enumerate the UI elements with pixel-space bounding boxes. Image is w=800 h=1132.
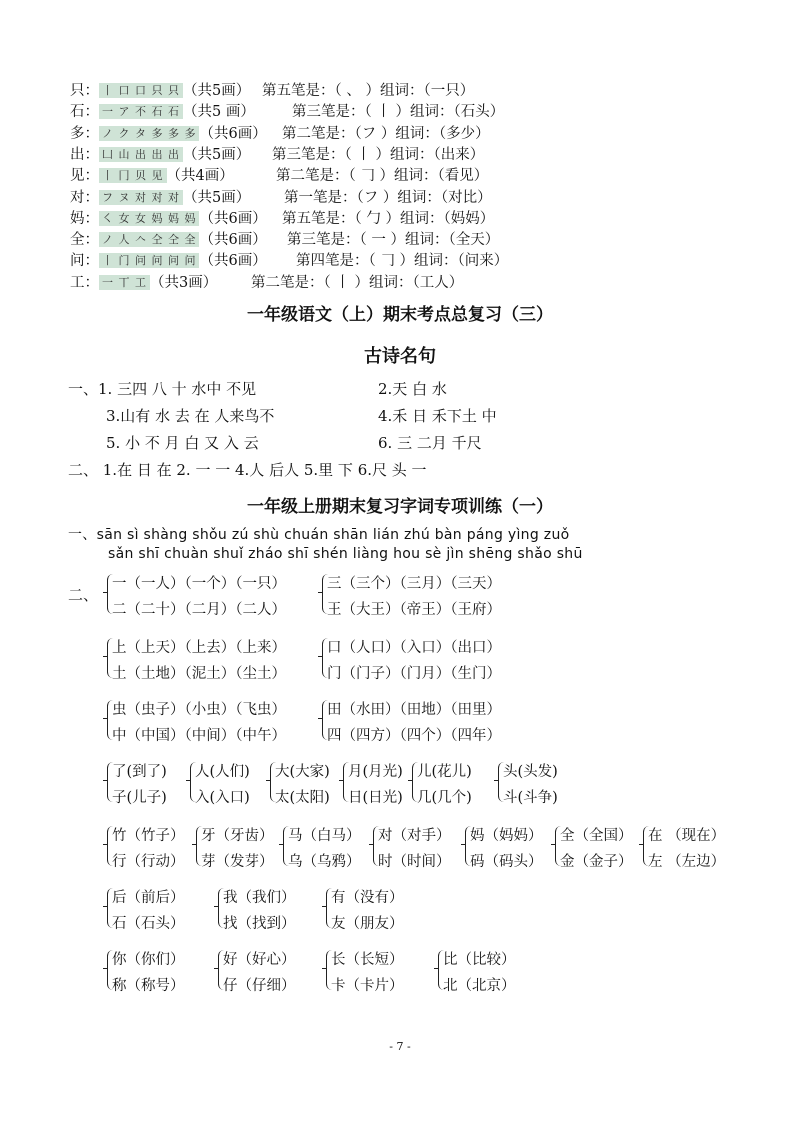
poem-row-2a: 3.山有 水 去 在 人来鸟不 — [106, 407, 275, 425]
word-group-line: 一（一人）（一个）（一只） — [112, 576, 286, 592]
stroke-char: 石： — [70, 104, 99, 121]
word-group-line: 称（称号） — [112, 978, 185, 994]
stroke-count: （共6画） — [199, 125, 267, 142]
word-group-line: 头(头发) — [503, 764, 558, 780]
stroke-line — [70, 100, 255, 121]
stroke-count: （共6画） — [199, 253, 267, 270]
stroke-line — [70, 186, 250, 207]
word-group-line: 长（长短） — [331, 952, 404, 968]
stroke-char: 对： — [70, 189, 99, 206]
word-group-line: 门（门子）（门月）（生门） — [327, 666, 501, 682]
word-group-line: 金（金子） — [560, 854, 633, 870]
stroke-question: 第三笔是：（ 一 ）组词：（全天） — [287, 232, 500, 249]
stroke-line — [70, 143, 250, 164]
word-group-line: 对（对手） — [378, 828, 451, 844]
stroke-count: （共5画） — [183, 146, 251, 163]
word-group-line: 竹（竹子） — [112, 828, 185, 844]
word-group-line: 斗(斗争) — [503, 790, 558, 806]
poem-row-3b: 6. 三 二月 千尺 — [378, 434, 482, 452]
stroke-line — [70, 207, 267, 228]
word-group-line: 好（好心） — [223, 952, 296, 968]
word-group-line: 码（码头） — [470, 854, 543, 870]
stroke-question: 第四笔是：（ 𠃌 ）组词：（问来） — [296, 253, 509, 270]
word-group-line: 口（人口）（入口）（出口） — [327, 640, 501, 656]
word-group-line: 了(到了) — [112, 764, 167, 780]
word-group-line: 太(太阳) — [275, 790, 330, 806]
stroke-count: （共6画） — [199, 232, 267, 249]
word-group-line: 人(人们) — [195, 764, 250, 780]
section-heading-poems: 古诗名句 — [364, 346, 436, 367]
stroke-count: （共5 画） — [183, 104, 255, 121]
word-group-line: 王（大王）（帝王）（王府） — [327, 602, 501, 618]
stroke-sequence: 一 ア 不 石 石 — [99, 104, 183, 119]
word-group-line: 四（四方）（四个）（四年） — [327, 728, 501, 744]
stroke-count: （共5画） — [183, 189, 251, 206]
poem-row-3a: 5. 小 不 月 白 又 入 云 — [106, 434, 259, 452]
stroke-char: 只： — [70, 83, 99, 99]
section-heading-training: 一年级上册期末复习字词专项训练（一） — [247, 497, 553, 517]
stroke-sequence: 丨 门 问 问 问 问 — [99, 253, 199, 268]
word-group-line: 在 （现在） — [648, 828, 726, 844]
word-group-line: 儿(花儿) — [417, 764, 472, 780]
word-group-line: 几(几个) — [417, 790, 472, 806]
stroke-count: （共5画） — [183, 83, 251, 99]
word-group-line: 上（上天）（上去）（上来） — [112, 640, 286, 656]
word-group-line: 比（比较） — [443, 952, 516, 968]
word-group-line: 牙（牙齿） — [201, 828, 274, 844]
stroke-question: 第二笔是：（ 丨 ）组词：（工人） — [251, 274, 464, 291]
section-heading-review: 一年级语文（上）期末考点总复习（三） — [247, 305, 553, 325]
poem-row-1b: 2.天 白 水 — [378, 380, 447, 398]
poem-row-1a: 一、1. 三四 八 十 水中 不见 — [68, 380, 257, 398]
stroke-question: 第五笔是：（ 、 ）组词：（一只） — [262, 83, 475, 99]
word-group-line: 田（水田）（田地）（田里） — [327, 702, 501, 718]
word-group-line: 二（二十）（二月）（二人） — [112, 602, 286, 618]
stroke-count: （共6画） — [199, 210, 267, 227]
stroke-count: （共3画） — [150, 274, 218, 291]
stroke-question: 第五笔是：（ 勹 ）组词：（妈妈） — [282, 210, 495, 227]
stroke-line — [70, 164, 234, 185]
stroke-char: 工： — [70, 274, 99, 291]
page-number: - 7 - — [389, 1040, 411, 1053]
word-group-line: 找（找到） — [223, 916, 296, 932]
pinyin-row-2: sǎn shī chuàn shuǐ zháo shī shén liàng hou sè jìn shēng shǎo shū — [108, 546, 583, 562]
stroke-char: 出： — [70, 146, 99, 163]
stroke-question: 第三笔是：（ 丨 ）组词：（出来） — [272, 146, 485, 163]
word-group-line: 月(月光) — [348, 764, 403, 780]
stroke-sequence: 凵 山 出 出 出 — [99, 147, 183, 162]
word-group-line: 三（三个）（三月）（三天） — [327, 576, 501, 592]
word-group-line: 有（没有） — [331, 890, 404, 906]
stroke-question: 第二笔是：（ 𠃌 ）组词：（看见） — [276, 168, 489, 185]
word-group-line: 全（全国） — [560, 828, 633, 844]
word-group-line: 我（我们） — [223, 890, 296, 906]
stroke-char: 妈： — [70, 210, 99, 227]
word-group-line: 行（行动） — [112, 854, 185, 870]
stroke-char: 多： — [70, 125, 99, 142]
stroke-sequence: ノ ク タ 多 多 多 — [99, 126, 199, 141]
word-group-line: 后（前后） — [112, 890, 185, 906]
word-group-line: 卡（卡片） — [331, 978, 404, 994]
stroke-line — [70, 79, 250, 100]
stroke-sequence: ㇛ 女 女 妈 妈 妈 — [99, 211, 199, 226]
word-group-line: 左 （左边） — [648, 854, 726, 870]
word-group-line: 仔（仔细） — [223, 978, 296, 994]
stroke-line — [70, 122, 267, 143]
word-group-line: 马（白马） — [288, 828, 361, 844]
word-group-line: 大(大家) — [275, 764, 330, 780]
stroke-char: 问： — [70, 253, 99, 270]
pinyin-row-1: 一、sān sì shàng shǒu zú shù chuán shān lián zhú bàn páng yìng zuǒ — [68, 527, 570, 543]
word-group-line: 你（你们） — [112, 952, 185, 968]
stroke-sequence: フ ヌ 对 对 对 — [99, 190, 183, 205]
word-group-line: 入(入口) — [195, 790, 250, 806]
stroke-line — [70, 249, 267, 270]
stroke-sequence: 丨 冂 贝 见 — [99, 168, 167, 183]
stroke-sequence: 丨 ⼝ 口 只 只 — [99, 83, 183, 98]
stroke-line — [70, 228, 267, 249]
word-group-line: 日(日光) — [348, 790, 403, 806]
stroke-line — [70, 271, 217, 292]
stroke-count: （共4画） — [166, 168, 234, 185]
word-group-line: 妈（妈妈） — [470, 828, 543, 844]
stroke-sequence: ノ 人 𠆢 仝 仝 全 — [99, 232, 199, 247]
stroke-question: 第三笔是：（ 丨 ）组词：（石头） — [292, 104, 505, 121]
section-two-label: 二、 — [68, 586, 99, 604]
word-group-line: 土（土地）（泥土）（尘土） — [112, 666, 286, 682]
stroke-char: 全： — [70, 232, 99, 249]
word-group-line: 子(儿子) — [112, 790, 167, 806]
word-group-line: 北（北京） — [443, 978, 516, 994]
poem-row-2b: 4.禾 日 禾下土 中 — [378, 407, 497, 425]
word-group-line: 时（时间） — [378, 854, 451, 870]
stroke-question: 第一笔是：（フ ）组词：（对比） — [284, 189, 492, 206]
stroke-char: 见： — [70, 168, 99, 185]
word-group-line: 芽（发芽） — [201, 854, 274, 870]
word-group-line: 乌（乌鸦） — [288, 854, 361, 870]
word-group-line: 石（石头） — [112, 916, 185, 932]
poem-row-4: 二、 1.在 日 在 2. 一 一 4.人 后人 5.里 下 6.尺 头 一 — [68, 461, 427, 479]
word-group-line: 友（朋友） — [331, 916, 404, 932]
word-group-line: 中（中国）（中间）（中午） — [112, 728, 286, 744]
word-group-line: 虫（虫子）（小虫）（飞虫） — [112, 702, 286, 718]
stroke-sequence: 一 丅 工 — [99, 275, 150, 290]
stroke-question: 第二笔是：（フ ）组词：（多少） — [282, 125, 490, 142]
